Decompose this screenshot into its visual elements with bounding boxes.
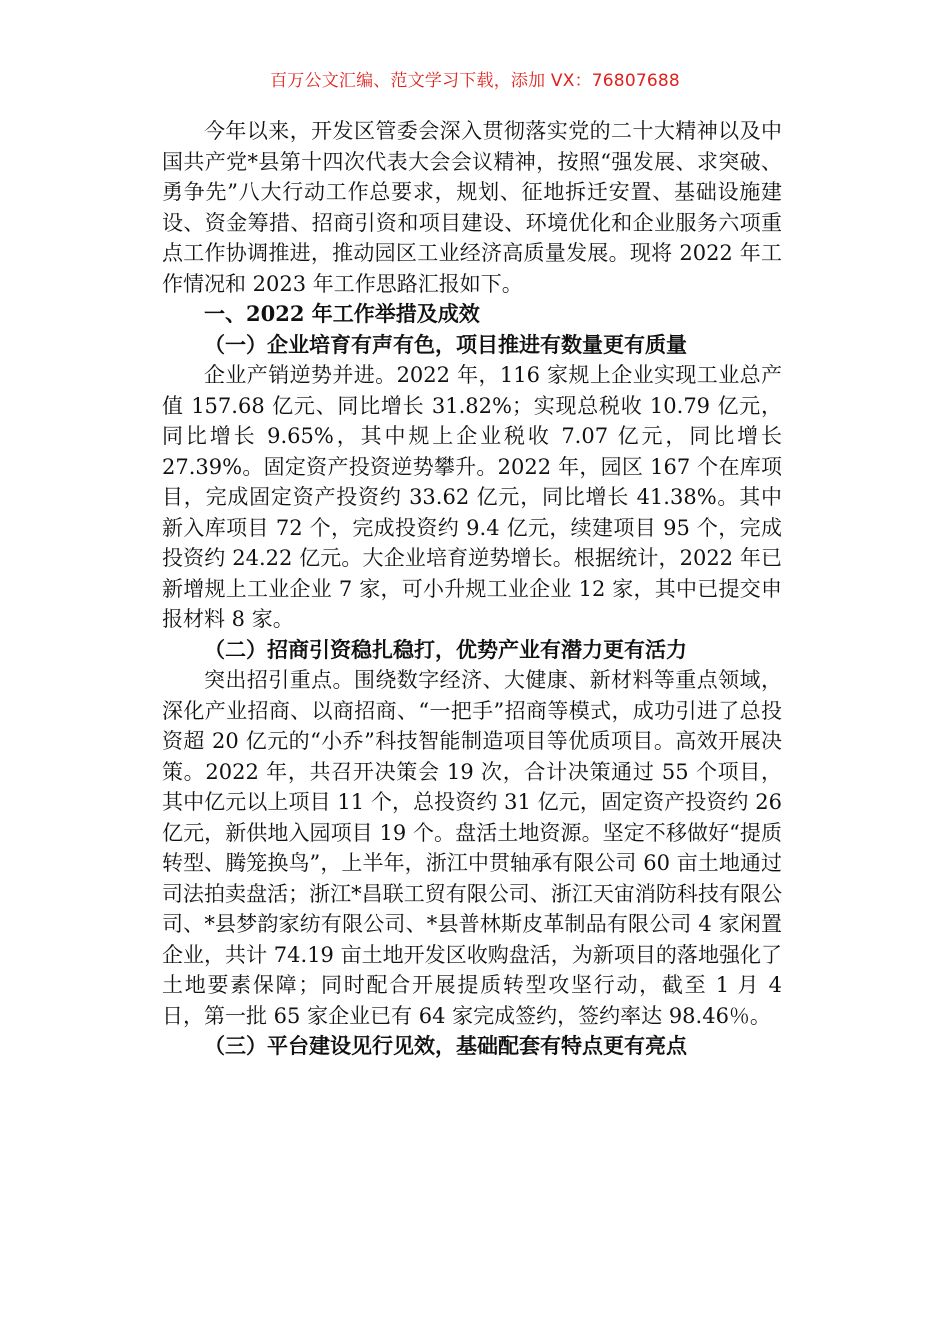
section1-title: 一、2022 年工作举措及成效: [204, 301, 480, 326]
header-banner: 百万公文汇编、范文学习下载，添加 VX：76807688: [270, 71, 680, 91]
subsection1-title: （一）企业培育有声有色，项目推进有数量更有质量: [204, 331, 687, 357]
subsection2-title: （二）招商引资稳扎稳打，优势产业有潜力更有活力: [204, 636, 687, 662]
subsection3-title: （三）平台建设见行见效，基础配套有特点更有亮点: [204, 1033, 687, 1058]
intro-paragraph: 今年以来，开发区管委会深入贯彻落实党的二十大精神以及中国共产党*县第十四次代表大会会议精神，按照“强发展、求突破、勇争先”八大行动工作总要求，规划、征地拆迁安置、基础设施建设、资金筹措、招商引资和项目建设、环境优化和企业服务六项重点工作协调推进，推动园区工业经济高质量发展。现将 2022 年工作情况和 2023 年工作思路汇报如下。: [162, 119, 782, 296]
document-body: [162, 116, 782, 1062]
subsection2-body: 突出招引重点。围绕数字经济、大健康、新材料等重点领域，深化产业招商、以商招商、“一把手”招商等模式，成功引进了总投资超 20 亿元的“小乔”科技智能制造项目等优质项目。高效开展决策。2022 年，共召开决策会 19 次，合计决策通过 55 个项目，其中亿元以上项目 11 个，总投资约 31 亿元，固定资产投资约 26 亿元，新供地入园项目 19 个。盘活土地资源。坚定不移做好“提质转型、腾笼换鸟”，上半年，浙江中贯轴承有限公司 60 亩土地通过司法拍卖盘活；浙江*昌联工贸有限公司、浙江天宙消防科技有限公司、*县梦韵家纺有限公司、*县普林斯皮革制品有限公司 4 家闲置企业，共计 74.19 亩土地开发区收购盘活，为新项目的落地强化了土地要素保障；同时配合开展提质转型攻坚行动，截至 1 月 4 日，第一批 65 家企业已有 64 家完成签约，签约率达 98.46％。: [162, 668, 782, 1028]
subsection1-body: 企业产销逆势并进。2022 年，116 家规上企业实现工业总产值 157.68 亿元、同比增长 31.82%；实现总税收 10.79 亿元，同比增长 9.65%，其中规上企业税收 7.07 亿元，同比增长 27.39%。固定资产投资逆势攀升。2022 年，园区 167 个在库项目，完成固定资产投资约 33.62 亿元，同比增长 41.38%。其中新入库项目 72 个，完成投资约 9.4 亿元，续建项目 95 个，完成投资约 24.22 亿元。大企业培育逆势增长。根据统计，2022 年已新增规上工业企业 7 家，可小升规工业企业 12 家，其中已提交申报材料 8 家。: [162, 363, 782, 631]
